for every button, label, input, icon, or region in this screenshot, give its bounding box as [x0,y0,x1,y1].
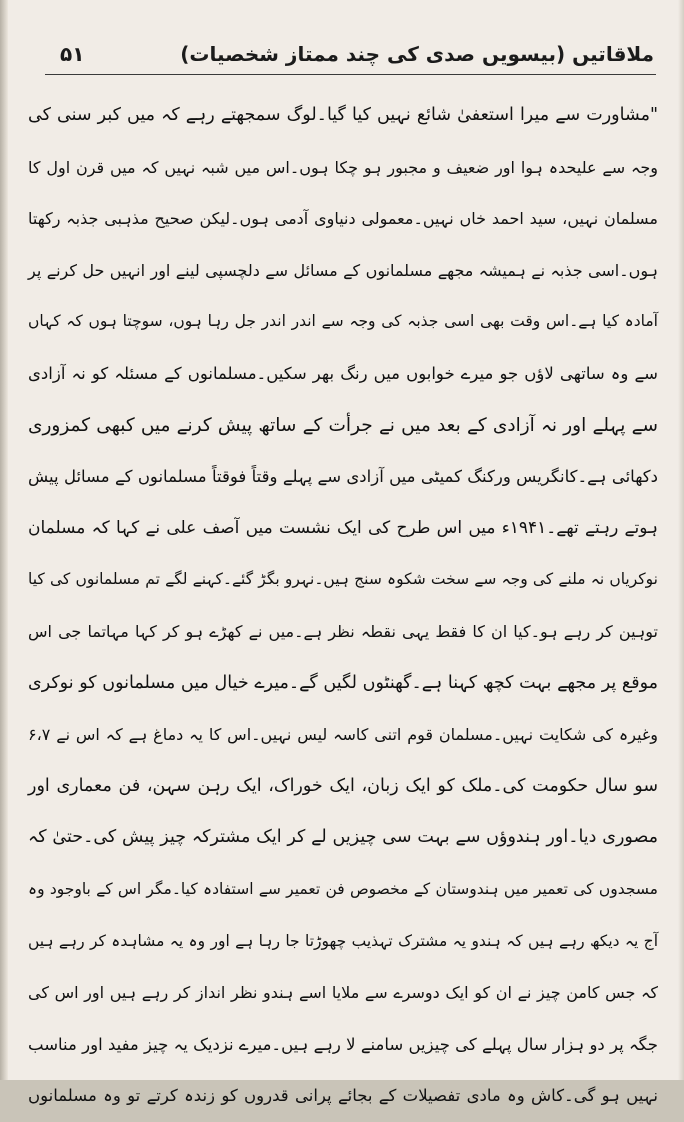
page-edge-right [678,0,684,1080]
text-line: سے وہ ساتھی لاؤں جو میرے خوابوں میں رنگ بھر سکیں۔مسلمانوں کے مسئلہ کو نہ آزادی [28,363,658,383]
text-line: آج یہ دیکھ رہے ہیں کہ ہندو یہ مشترک تہذیب چھوڑتا جا رہا ہے اور وہ یہ مشاہدہ کر رہے ہیں [28,931,658,950]
header-divider [45,74,656,75]
page-edge-left [0,0,8,1080]
running-header [60,38,654,70]
text-line: وجہ سے علیحدہ ہوا اور ضعیف و مجبور ہو چکا ہوں۔اس میں شبہ نہیں کہ میں قرن اول کا [28,157,658,177]
running-title: ملاقاتیں (بیسویں صدی کی چند ممتاز شخصیات) [180,42,654,66]
text-line: مصوری دیا۔اور ہندوؤں سے بہت سی چیزیں لے کر ایک مشترکہ چیز پیش کی۔حتیٰ کہ [28,827,658,848]
body-text [28,90,658,1122]
page-number: ۵۱ [60,42,85,66]
text-line: جگہ پر دو ہزار سال پہلے کی چیزیں سامنے لا رہے ہیں۔میرے نزدیک یہ چیز مفید اور مناسب [28,1034,658,1054]
text-line: مسلمان نہیں، سید احمد خاں نہیں۔معمولی دنیاوی آدمی ہوں۔لیکن صحیح مذہبی جذبہ رکھتا [28,209,658,229]
text-line: نہیں ہو گی۔کاش وہ مادی تفصیلات کے بجائے پرانی قدروں کو زندہ کرتے تو وہ مسلمانوں [28,1086,658,1106]
text-line: "مشاورت سے میرا استعفیٰ شائع نہیں کیا گیا۔لوگ سمجھتے رہے کہ میں کبر سنی کی [28,105,658,125]
text-line: سو سال حکومت کی۔ملک کو ایک زبان، ایک خوراک، ایک رہن سہن، فن معماری اور [28,775,658,796]
text-line: نوکریاں نہ ملنے کی وجہ سے سخت شکوہ سنج ہیں۔نہرو بگڑ گئے۔کہنے لگے تم مسلمانوں کی کیا [28,570,658,589]
text-line: دکھائی ہے۔کانگریس ورکنگ کمیٹی میں آزادی سے پہلے وقتاً فوقتاً مسلمانوں کے مسائل پیش [28,467,658,487]
text-line: آمادہ کیا ہے۔اس وقت بھی اسی جذبہ کی وجہ سے اندر اندر جل رہا ہوں، سوچتا ہوں کہ کہاں [28,312,658,331]
text-line: مسجدوں کی تعمیر میں ہندوستان کے مخصوص فن تعمیر سے استفادہ کیا۔مگر اس کے باوجود وہ [28,879,658,898]
text-line: سے پہلے اور نہ آزادی کے بعد میں نے جرأت کے ساتھ پیش کرنے میں کبھی کمزوری [28,414,658,436]
text-line: ہوں۔اسی جذبہ نے ہمیشہ مجھے مسلمانوں کے مسائل سے دلچسپی لینے اور انہیں حل کرنے پر [28,260,658,280]
text-line: وغیرہ کی شکایت نہیں۔مسلمان قوم اتنی کاسہ لیس نہیں۔اس کا یہ دماغ ہے کہ اس نے ۶،۷ [28,725,658,745]
text-line: ہوتے رہتے تھے۔۱۹۴۱ء میں اس طرح کی ایک نشست میں آصف علی نے کہا کہ مسلمان [28,517,658,538]
text-line: کہ جس کامن چیز نے ان کو ایک دوسرے سے ملایا اسے ہندو نظر انداز کر رہے ہیں اور اس کی [28,983,658,1003]
text-line: موقع پر مجھے بہت کچھ کہنا ہے۔گھنٹوں لگیں گے۔میرے خیال میں مسلمانوں کو نوکری [28,672,658,693]
text-line: توہین کر رہے ہو۔کیا ان کا فقط یہی نقطہ نظر ہے۔میں نے کھڑے ہو کر کہا مہاتما جی اس [28,621,658,641]
